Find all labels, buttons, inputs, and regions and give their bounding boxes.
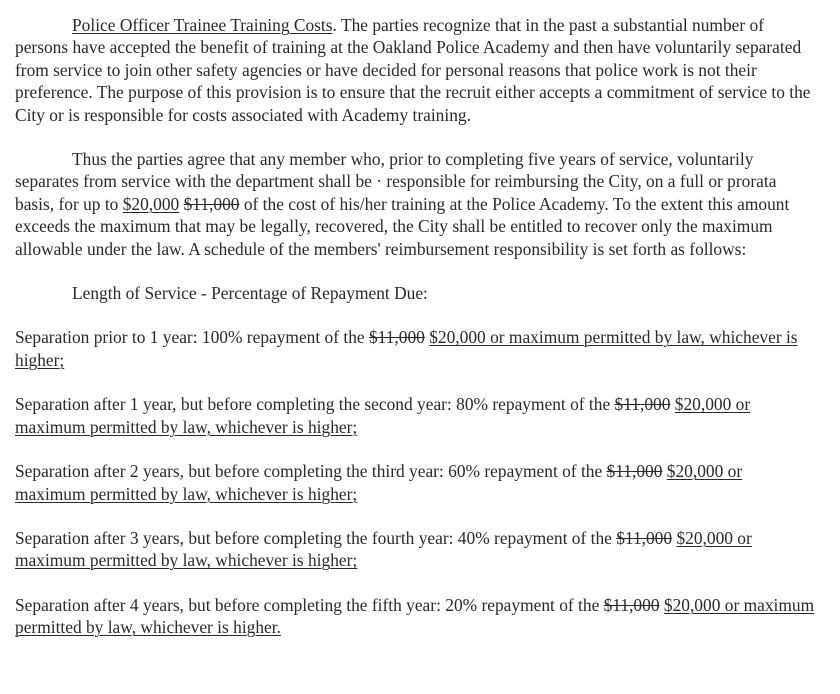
schedule-item-text: Separation after 1 year, but before completing the second year: 80% repayment of the xyxy=(15,394,615,415)
section-title: Police Officer Trainee Training Costs xyxy=(72,15,333,35)
schedule-item-inserted: $20,000 or maximum permitted by law, whichever is higher; xyxy=(15,527,752,571)
intro-text: The parties recognize that in the past a substantial number of persons have accepted the benefit of training at the Oakland Police Academy and then have voluntarily separated from service to join other safety agencies or have decided for personal reasons that police work is not their preference. The purpose of this provision is to ensure that the recruit either accepts a commitment of service to the City or is responsible for costs associated with Academy training. xyxy=(15,15,811,125)
agreement-old-amount: $11,000 xyxy=(183,193,240,214)
schedule-item xyxy=(15,527,815,572)
schedule-item-struck: $11,000 xyxy=(614,394,671,415)
schedule-item-struck: $11,000 xyxy=(616,527,673,548)
schedule-item xyxy=(15,326,815,371)
schedule-item-struck: $11,000 xyxy=(368,327,425,348)
schedule-item xyxy=(15,393,815,438)
document-page xyxy=(15,14,815,639)
agreement-text-after: of the cost of his/her training at the Police Academy. To the extent this amount exceeds the maximum that may be legally, recovered, the City shall be entitled to recover only the maximum allowable under the law. A schedule of the members' reimbursement responsibility is set forth as follows: xyxy=(15,193,790,259)
schedule-heading: Length of Service - Percentage of Repayment Due: xyxy=(72,283,428,304)
schedule-item-text: Separation prior to 1 year: 100% repayment of the xyxy=(15,327,369,348)
schedule-item-inserted: $20,000 or maximum permitted by law, whichever is higher; xyxy=(15,394,751,437)
section-title-suffix: . xyxy=(332,15,337,35)
agreement-text-before: Thus the parties agree that any member who, prior to completing five years of service, voluntarily separates from service with the department shall be · responsible for reimbursing the City, on a full or prorata basis, for up to xyxy=(15,149,777,214)
intro-paragraph xyxy=(15,14,815,126)
schedule-item-struck: $11,000 xyxy=(606,461,663,482)
schedule-item xyxy=(15,460,815,505)
schedule-item-inserted: $20,000 or maximum permitted by law, whichever is higher; xyxy=(15,461,743,504)
agreement-new-amount: $20,000 xyxy=(122,193,180,214)
schedule-item-inserted: $20,000 or maximum permitted by law, whichever is higher; xyxy=(15,327,798,370)
schedule-item-inserted: $20,000 or maximum permitted by law, whichever is higher. xyxy=(15,594,815,638)
schedule-item-text: Separation after 3 years, but before completing the fourth year: 40% repayment of the xyxy=(15,527,617,548)
agreement-paragraph xyxy=(15,148,815,260)
schedule-item-text: Separation after 2 years, but before completing the third year: 60% repayment of the xyxy=(15,461,607,482)
schedule-item xyxy=(15,594,815,639)
schedule-item-text: Separation after 4 years, but before completing the fifth year: 20% repayment of the xyxy=(15,594,604,615)
schedule-item-struck: $11,000 xyxy=(603,594,660,615)
